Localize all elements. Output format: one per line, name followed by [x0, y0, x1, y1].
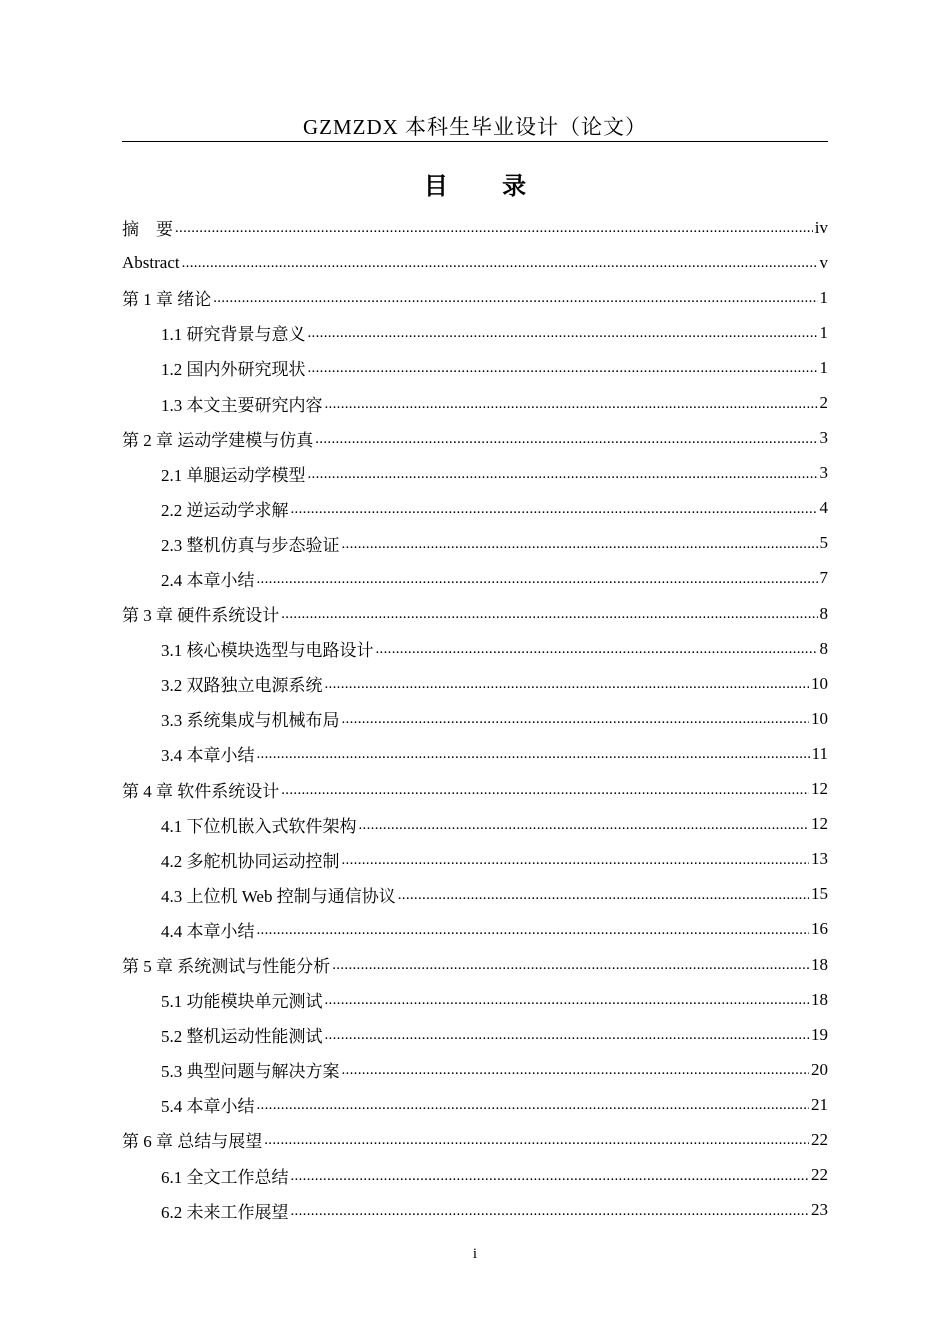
toc-entry-label: 3.4 本章小结: [161, 741, 256, 766]
toc-leader-dots: [257, 746, 810, 763]
toc-leader-dots: [213, 290, 817, 307]
toc-entry[interactable]: [122, 982, 828, 1017]
toc-entry-label: 4.3 上位机 Web 控制与通信协议: [161, 882, 397, 907]
toc-leader-dots: [291, 1168, 810, 1185]
toc-entry-label: 4.2 多舵机协同运动控制: [161, 847, 341, 872]
toc-entry-page: 15: [811, 884, 828, 904]
toc-entry[interactable]: [122, 701, 828, 736]
toc-entry-label: 1.3 本文主要研究内容: [161, 391, 324, 416]
toc-leader-dots: [332, 957, 809, 974]
toc-entry-page: 16: [811, 919, 828, 939]
toc-leader-dots: [257, 1097, 810, 1114]
toc-leader-dots: [308, 325, 818, 342]
toc-leader-dots: [291, 501, 818, 518]
toc-entry-page: 3: [819, 428, 828, 448]
toc-leader-dots: [291, 1203, 810, 1220]
toc-entry-page: 23: [811, 1200, 828, 1220]
toc-entry[interactable]: [122, 631, 828, 666]
toc-entry-page: 10: [811, 708, 828, 728]
toc-entry[interactable]: [122, 421, 828, 456]
toc-entry-page: 13: [811, 849, 828, 869]
toc-entry-page: 10: [811, 673, 828, 693]
toc-entry-label: 2.3 整机仿真与步态验证: [161, 531, 341, 556]
toc-leader-dots: [257, 571, 818, 588]
toc-entry-page: 22: [811, 1165, 828, 1185]
toc-leader-dots: [342, 711, 810, 728]
toc-entry-label: 2.1 单腿运动学模型: [161, 461, 307, 486]
running-header: GZMZDX 本科生毕业设计（论文）: [302, 115, 648, 139]
toc-entry-label: 第 2 章 运动学建模与仿真: [122, 426, 314, 451]
toc-leader-dots: [325, 992, 810, 1009]
page-number: i: [472, 1246, 478, 1262]
toc-entry[interactable]: [122, 947, 828, 982]
toc-entry-label: 第 3 章 硬件系统设计: [122, 601, 280, 626]
toc-leader-dots: [398, 887, 809, 904]
toc-entry-page: 22: [811, 1129, 828, 1149]
toc-entry[interactable]: [122, 1052, 828, 1087]
toc-leader-dots: [359, 817, 810, 834]
toc-entry-label: 1.2 国内外研究现状: [161, 355, 307, 380]
toc-entry-label: 2.4 本章小结: [161, 566, 256, 591]
toc-entry[interactable]: [122, 210, 828, 245]
toc-entry[interactable]: [122, 245, 828, 280]
toc-entry-label: 2.2 逆运动学求解: [161, 496, 290, 521]
toc-entry[interactable]: [122, 561, 828, 596]
toc-entry-page: 2: [819, 393, 828, 413]
toc-title: 目 录: [423, 172, 527, 200]
toc-entry-page: 19: [811, 1024, 828, 1044]
toc-entry[interactable]: [122, 596, 828, 631]
toc-entry[interactable]: [122, 1193, 828, 1228]
toc-leader-dots: [308, 466, 818, 483]
toc-entry-page: 18: [811, 954, 828, 974]
toc-entry[interactable]: [122, 736, 828, 771]
toc-entry[interactable]: [122, 1158, 828, 1193]
toc-entry-page: 12: [811, 814, 828, 834]
toc-entry-label: 6.2 未来工作展望: [161, 1198, 290, 1223]
toc-entry-page: 7: [819, 568, 828, 588]
toc-entry-label: 5.1 功能模块单元测试: [161, 987, 324, 1012]
toc-entry-page: 1: [819, 322, 828, 342]
toc-leader-dots: [325, 676, 810, 693]
toc-entry[interactable]: [122, 385, 828, 420]
toc-entry-label: Abstract: [122, 252, 180, 272]
toc-entry[interactable]: [122, 315, 828, 350]
toc-entry-label: 第 1 章 绪论: [122, 285, 212, 310]
toc-entry[interactable]: [122, 1017, 828, 1052]
toc-leader-dots: [257, 922, 810, 939]
toc-entry[interactable]: [122, 1087, 828, 1122]
toc-entry[interactable]: [122, 1122, 828, 1157]
toc-entry-label: 3.2 双路独立电源系统: [161, 671, 324, 696]
toc-leader-dots: [182, 255, 818, 272]
toc-leader-dots: [325, 1027, 810, 1044]
toc-entry[interactable]: [122, 807, 828, 842]
toc-entry-page: 5: [819, 533, 828, 553]
toc-entry-label: 5.3 典型问题与解决方案: [161, 1057, 341, 1082]
toc-entry-label: 6.1 全文工作总结: [161, 1163, 290, 1188]
toc-entry-page: v: [819, 252, 828, 272]
toc-leader-dots: [325, 396, 818, 413]
toc-entry[interactable]: [122, 491, 828, 526]
toc-leader-dots: [281, 606, 817, 623]
toc-entry-page: 1: [819, 287, 828, 307]
toc-entry-label: 摘 要: [122, 215, 174, 240]
toc-entry[interactable]: [122, 877, 828, 912]
toc-entry[interactable]: [122, 350, 828, 385]
toc-entry-page: 4: [819, 498, 828, 518]
toc-leader-dots: [376, 641, 818, 658]
toc-entry-page: 8: [819, 603, 828, 623]
toc-entry-page: 12: [811, 779, 828, 799]
toc-entry-page: 1: [819, 357, 828, 377]
toc-list: [122, 210, 828, 1228]
toc-entry[interactable]: [122, 280, 828, 315]
toc-entry[interactable]: [122, 772, 828, 807]
toc-entry[interactable]: [122, 526, 828, 561]
toc-entry-page: 8: [819, 638, 828, 658]
toc-leader-dots: [342, 536, 818, 553]
toc-leader-dots: [308, 360, 818, 377]
toc-entry[interactable]: [122, 842, 828, 877]
toc-entry-page: 21: [811, 1094, 828, 1114]
toc-entry[interactable]: [122, 912, 828, 947]
toc-entry-label: 第 6 章 总结与展望: [122, 1127, 263, 1152]
toc-leader-dots: [315, 431, 817, 448]
toc-entry-label: 第 4 章 软件系统设计: [122, 777, 280, 802]
toc-entry-page: iv: [814, 217, 828, 237]
toc-leader-dots: [342, 1062, 810, 1079]
toc-entry-label: 第 5 章 系统测试与性能分析: [122, 952, 331, 977]
toc-entry-label: 4.1 下位机嵌入式软件架构: [161, 812, 358, 837]
toc-entry-page: 11: [811, 743, 828, 763]
toc-entry-label: 5.4 本章小结: [161, 1092, 256, 1117]
toc-entry-page: 3: [819, 463, 828, 483]
toc-entry-label: 3.1 核心模块选型与电路设计: [161, 636, 375, 661]
toc-leader-dots: [342, 852, 810, 869]
toc-entry-label: 4.4 本章小结: [161, 917, 256, 942]
toc-entry-label: 1.1 研究背景与意义: [161, 320, 307, 345]
header-rule: [122, 141, 828, 142]
toc-entry-page: 18: [811, 989, 828, 1009]
toc-entry-label: 3.3 系统集成与机械布局: [161, 706, 341, 731]
toc-leader-dots: [264, 1132, 809, 1149]
toc-entry-label: 5.2 整机运动性能测试: [161, 1022, 324, 1047]
toc-leader-dots: [281, 782, 809, 799]
toc-leader-dots: [175, 220, 813, 237]
toc-entry-page: 20: [811, 1059, 828, 1079]
toc-entry[interactable]: [122, 666, 828, 701]
toc-entry[interactable]: [122, 456, 828, 491]
